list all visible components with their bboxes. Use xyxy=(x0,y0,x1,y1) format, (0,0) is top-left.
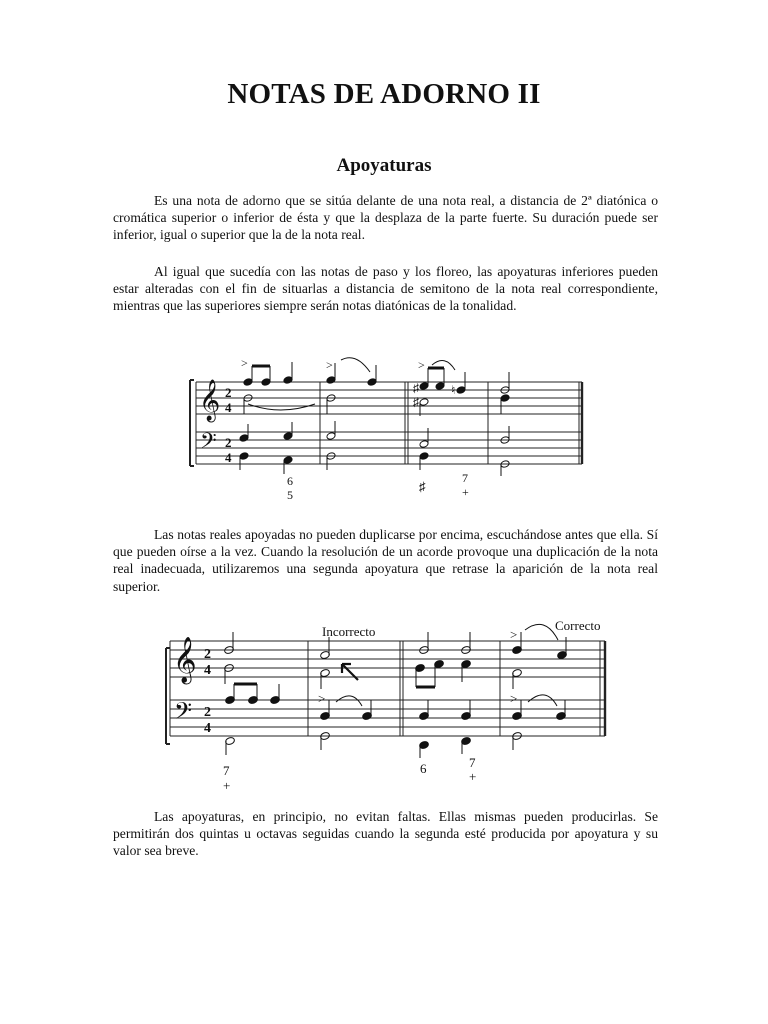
arrow-icon xyxy=(342,664,358,680)
time-sig-top: 2 xyxy=(204,647,211,662)
natural-icon: ♮ xyxy=(451,383,456,397)
barlines xyxy=(196,382,582,464)
page-title: NOTAS DE ADORNO II xyxy=(227,78,541,110)
sharp-icon: ♯ xyxy=(413,381,419,395)
accent-mark: > xyxy=(510,627,518,642)
paragraph-definition: Es una nota de adorno que se sitúa delante de una nota real, a distancia de 2ª diatónica o cromática superior o inferior de ésta y que la desplaza de la parte fuerte. Su duración puede ser inferior, igual o superior que la de la nota real. xyxy=(113,193,658,243)
paragraph-altered-appoggiaturas: Al igual que sucedía con las notas de paso y los floreo, las apoyaturas inferiores pueden estar alteradas con el fin de situarlas a distancia de semitono de la nota real correspondiente, mientras que las superiores siempre serán notas diatónicas de la tonalidad. xyxy=(113,264,658,314)
music-example-2 xyxy=(0,612,768,792)
figure-plus: + xyxy=(469,769,477,784)
bass-staff xyxy=(196,432,582,464)
treble-clef-icon: 𝄞 xyxy=(199,380,221,420)
paragraph-parallel-fifths: Las apoyaturas, en principio, no evitan faltas. Ellas mismas pueden producirlas. Se permitirán dos quintas u octavas seguidas cuando la segunda esté producida por apoyatura y su valor sea breve. xyxy=(113,809,658,859)
time-sig-bottom: 4 xyxy=(225,400,232,415)
time-sig-bottom: 4 xyxy=(225,450,232,465)
figure-sharp: ♯ xyxy=(419,479,426,494)
sharp-icon: ♯ xyxy=(413,395,419,409)
notes-treble xyxy=(243,358,510,416)
svg-text:>: > xyxy=(241,356,248,370)
figure-5: 5 xyxy=(287,488,293,502)
music-example-1 xyxy=(0,340,768,510)
figure-6: 6 xyxy=(420,761,427,776)
treble-staff xyxy=(170,641,605,677)
figure-6: 6 xyxy=(287,474,293,488)
time-sig-top: 2 xyxy=(204,705,211,720)
label-incorrect: Incorrecto xyxy=(322,624,376,639)
bass-staff xyxy=(170,700,605,736)
time-sig-bottom: 4 xyxy=(204,721,211,736)
system-bracket xyxy=(166,648,170,744)
label-correct: Correcto xyxy=(555,618,601,633)
figure-7: 7 xyxy=(469,755,476,770)
bass-clef-icon: 𝄢 xyxy=(174,699,193,730)
treble-staff xyxy=(196,382,582,414)
svg-text:>: > xyxy=(326,358,333,372)
barlines xyxy=(170,641,605,736)
figure-7: 7 xyxy=(223,763,230,778)
paragraph-doubled-notes: Las notas reales apoyadas no pueden duplicarse por encima, escuchándose antes que ella. Sí que pueden oírse a la vez. Cuando la resolución de un acorde provoque una duplicación de la nota real inadecuada, utilizaremos una segunda apoyatura que retrase la aparición de la nota real superior. xyxy=(113,527,658,594)
bass-clef-icon: 𝄢 xyxy=(200,429,217,458)
system-bracket xyxy=(190,380,194,466)
svg-text:>: > xyxy=(318,691,326,706)
accent-marks xyxy=(318,691,517,706)
figure-plus: + xyxy=(223,778,231,793)
svg-text:>: > xyxy=(418,358,425,372)
svg-text:>: > xyxy=(510,691,518,706)
figure-7: 7 xyxy=(462,471,468,485)
accent-marks xyxy=(241,356,425,372)
figure-plus: + xyxy=(462,485,469,499)
treble-clef-icon: 𝄞 xyxy=(173,637,197,682)
time-sig-top: 2 xyxy=(225,385,232,400)
time-sig-top: 2 xyxy=(225,435,232,450)
time-sig-bottom: 4 xyxy=(204,663,211,678)
section-heading: Apoyaturas xyxy=(336,155,432,176)
notes-bass xyxy=(239,421,510,476)
